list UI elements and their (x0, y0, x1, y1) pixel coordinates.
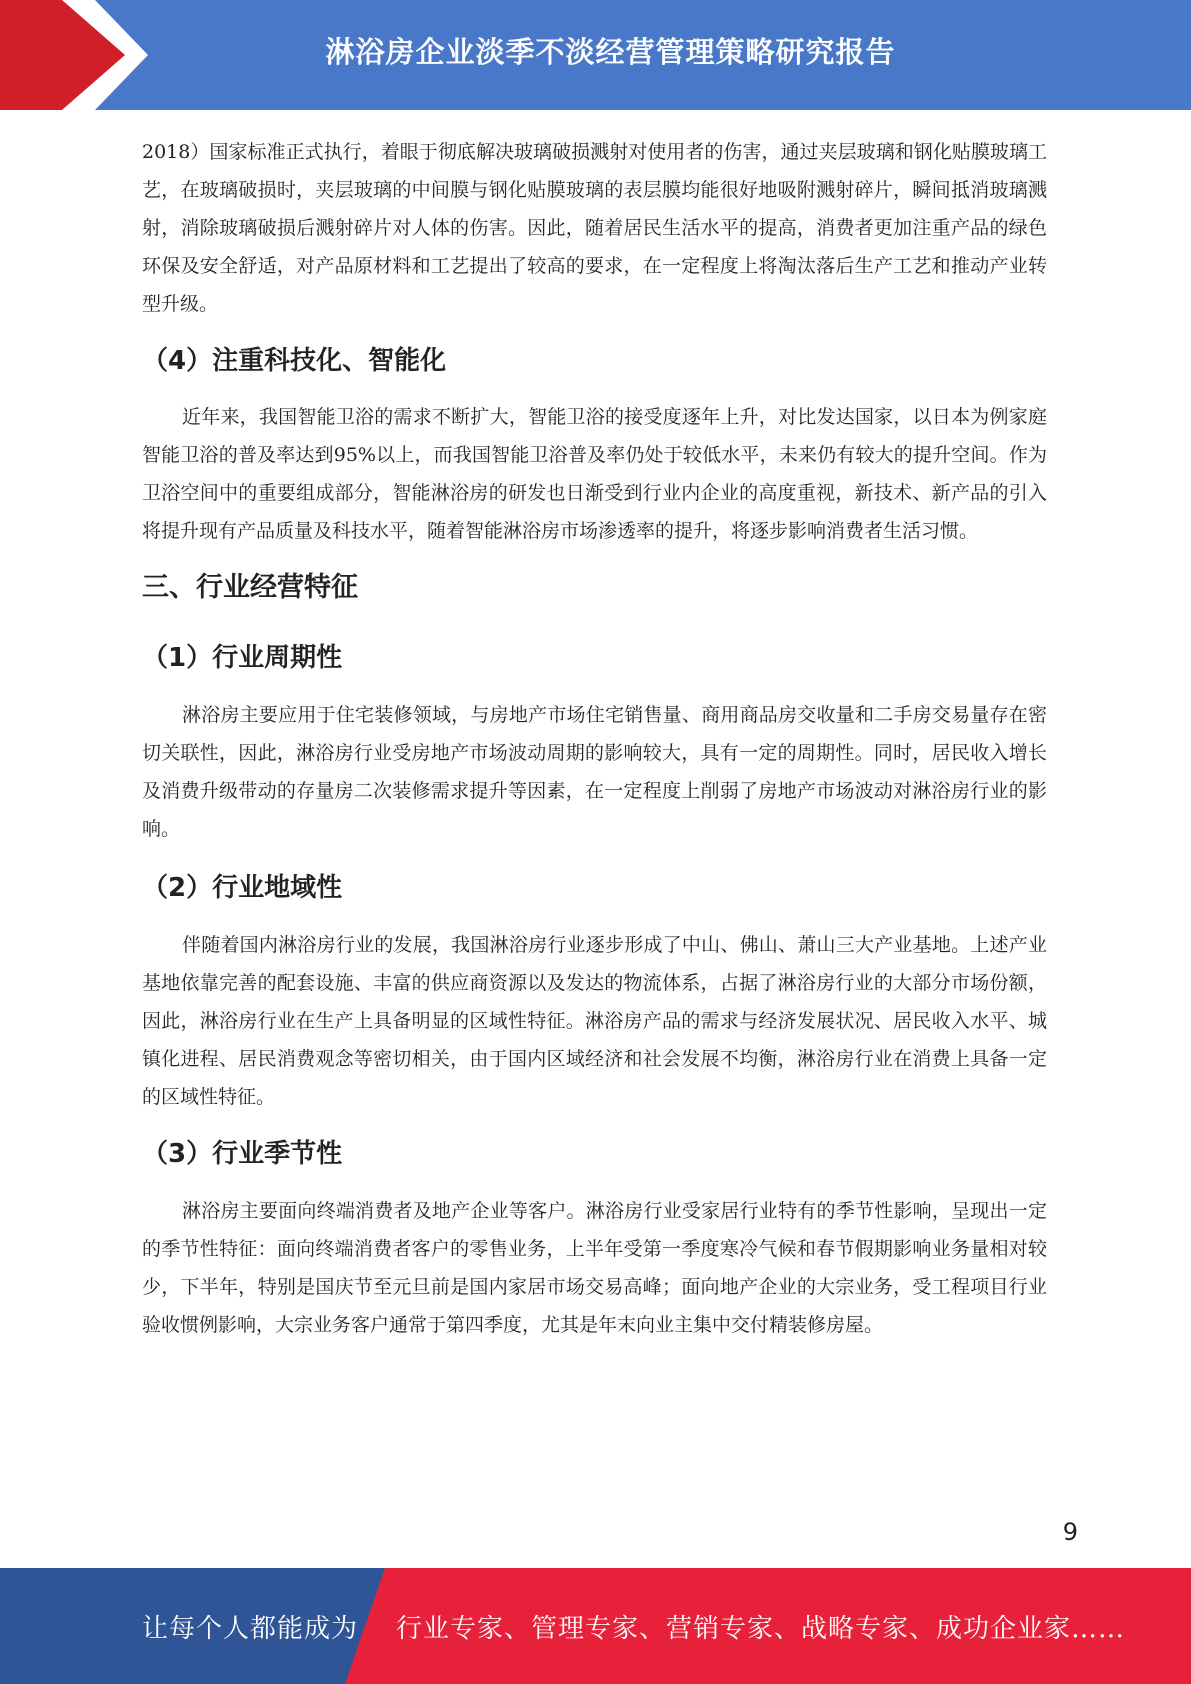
page-number: 9 (1062, 1518, 1078, 1546)
header-wedge-decoration (0, 0, 150, 110)
paragraph: 淋浴房主要应用于住宅装修领域，与房地产市场住宅销售量、商用商品房交收量和二手房交易量存在密切关联性，因此，淋浴房行业受房地产市场波动周期的影响较大，具有一定的周期性。同时，居民收入增长及消费升级带动的存量房二次装修需求提升等因素，在一定程度上削弱了房地产市场波动对淋浴房行业的影响。 (142, 704, 1047, 840)
section-heading-3: 三、行业经营特征 (142, 572, 358, 603)
paragraph: 伴随着国内淋浴房行业的发展，我国淋浴房行业逐步形成了中山、佛山、萧山三大产业基地。上述产业基地依靠完善的配套设施、丰富的供应商资源以及发达的物流体系，占据了淋浴房行业的大部分市场份额，因此，淋浴房行业在生产上具备明显的区域性特征。淋浴房产品的需求与经济发展状况、居民收入水平、城镇化进程、居民消费观念等密切相关，由于国内区域经济和社会发展不均衡，淋浴房行业在消费上具备一定的区域性特征。 (142, 934, 1047, 1108)
subheading-4: （4）注重科技化、智能化 (142, 346, 447, 376)
subheading-2: （2）行业地域性 (142, 873, 343, 903)
subheading-3: （3）行业季节性 (142, 1139, 343, 1169)
footer-banner (0, 1568, 1191, 1684)
paragraph: 淋浴房主要面向终端消费者及地产企业等客户。淋浴房行业受家居行业特有的季节性影响，呈现出一定的季节性特征：面向终端消费者客户的零售业务，上半年受第一季度寒冷气候和春节假期影响业务量相对较少，下半年，特别是国庆节至元旦前是国内家居市场交易高峰；面向地产企业的大宗业务，受工程项目行业验收惯例影响，大宗业务客户通常于第四季度，尤其是年末向业主集中交付精装修房屋。 (142, 1200, 1047, 1336)
footer-slogan-left: 让每个人都能成为 (142, 1613, 359, 1644)
subheading-1: （1）行业周期性 (142, 643, 343, 673)
paragraph: 近年来，我国智能卫浴的需求不断扩大，智能卫浴的接受度逐年上升，对比发达国家，以日本为例家庭智能卫浴的普及率达到95%以上，而我国智能卫浴普及率仍处于较低水平，未来仍有较大的提升空间。作为卫浴空间中的重要组成部分，智能淋浴房的研发也日渐受到行业内企业的高度重视，新技术、新产品的引入将提升现有产品质量及科技水平，随着智能淋浴房市场渗透率的提升，将逐步影响消费者生活习惯。 (142, 406, 1047, 542)
footer-slogan-right: 行业专家、管理专家、营销专家、战略专家、成功企业家…… (396, 1613, 1126, 1644)
document-body (142, 133, 1047, 1344)
paragraph: 2018）国家标准正式执行，着眼于彻底解决玻璃破损溅射对使用者的伤害，通过夹层玻璃和钢化贴膜玻璃工艺，在玻璃破损时，夹层玻璃的中间膜与钢化贴膜玻璃的表层膜均能很好地吸附溅射碎片，瞬间抵消玻璃溅射，消除玻璃破损后溅射碎片对人体的伤害。因此，随着居民生活水平的提高，消费者更加注重产品的绿色环保及安全舒适，对产品原材料和工艺提出了较高的要求，在一定程度上将淘汰落后生产工艺和推动产业转型升级。 (142, 141, 1047, 315)
header-banner (0, 0, 1191, 110)
report-title: 淋浴房企业淡季不淡经营管理策略研究报告 (325, 34, 896, 69)
